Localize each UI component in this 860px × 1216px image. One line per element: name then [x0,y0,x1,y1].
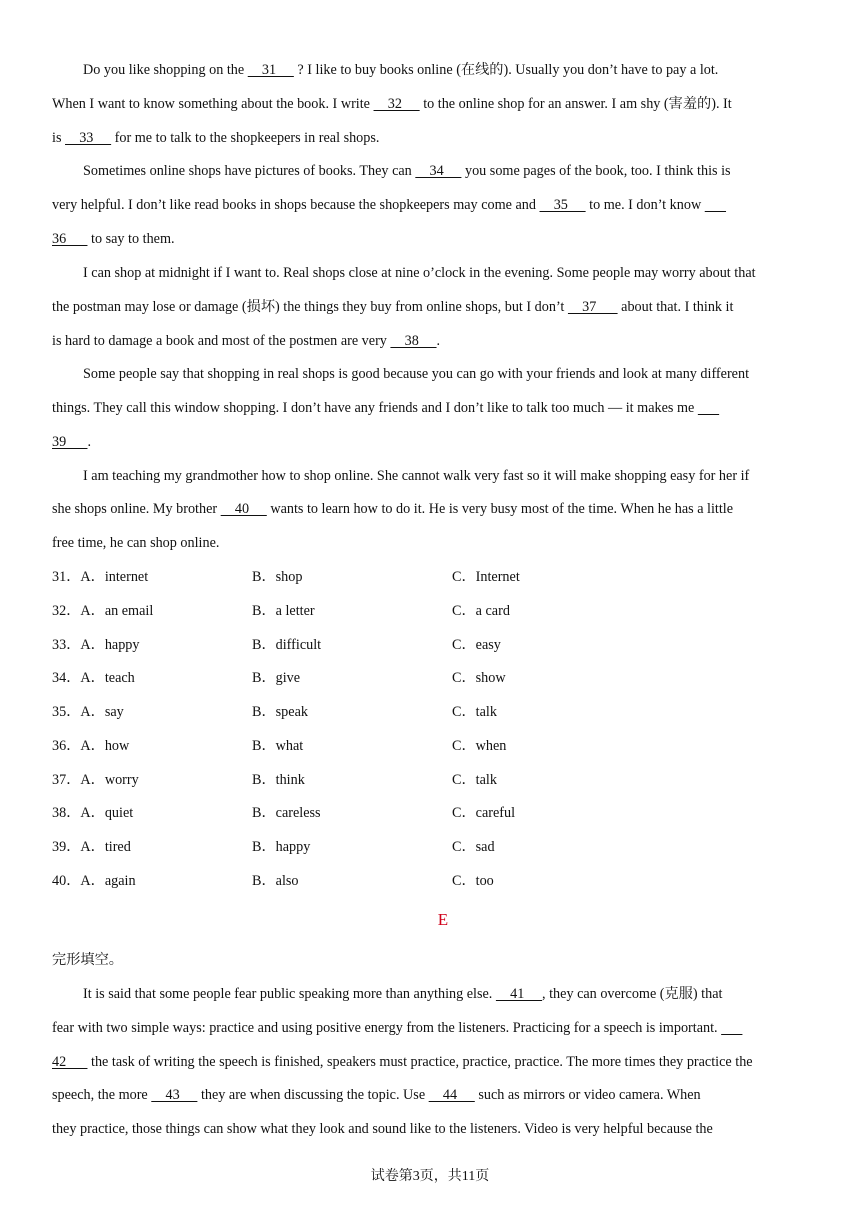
question-row: 34．A．teach [52,670,135,686]
question-row: 35．A．say [52,704,124,720]
blank-33: 33 [65,130,112,146]
blank-36-start [705,197,726,213]
option-b: B．a letter [252,603,315,619]
blank-34: 34 [415,163,462,179]
blank-41: 41 [495,986,543,1002]
option-b: B．think [252,772,305,788]
question-row: 38．A．quiet [52,805,134,821]
option-c: C．easy [452,637,501,653]
option-c: C．sad [452,839,495,855]
passage-line: speech, the more 43 they are when discussing the topic. Use 44 such as mirrors or video camera. When [52,1087,701,1103]
option-b: B．give [252,670,301,686]
passage-line: the postman may lose or damage (损坏) the things they buy from online shops, but I don’t 37 about that. I think it [52,299,734,315]
section-instruction: 完形填空。 [52,952,123,968]
passage-line: free time, he can shop online. [52,535,220,551]
blank-42: 42 [52,1054,88,1070]
option-c: C．a card [452,603,510,619]
passage-line: things. They call this window shopping. I don’t have any friends and I don’t like to talk too much — it makes me [52,398,812,418]
blank-39: 39 [52,434,88,450]
question-row: 31．A．internet [52,569,149,585]
option-c: C．talk [452,772,497,788]
option-b: B．careless [252,805,321,821]
blank-31: 31 [247,62,294,78]
question-row: 36．A．how [52,738,130,754]
passage-line: 42 the task of writing the speech is finished, speakers must practice, practice, practice. The more times they practice the [52,1054,753,1070]
blank-43: 43 [151,1087,198,1103]
passage-line: I am teaching my grandmother how to shop online. She cannot walk very fast so it will make shopping easy for her if [83,468,750,484]
passage-line: fear with two simple ways: practice and using positive energy from the listeners. Practicing for a speech is important. [52,1018,812,1038]
blank-35: 35 [539,197,586,213]
question-row: 39．A．tired [52,839,131,855]
question-row: 40．A．again [52,873,136,889]
option-b: B．happy [252,839,311,855]
option-b: B．shop [252,569,303,585]
question-row: 37．A．worry [52,772,139,788]
option-c: C．Internet [452,569,520,585]
passage-line: 39 . [52,434,92,450]
passage-line: she shops online. My brother 40 wants to learn how to do it. He is very busy most of the time. When he has a little [52,501,734,517]
option-c: C．talk [452,704,497,720]
blank-39-start [698,400,719,416]
blank-44: 44 [428,1087,475,1103]
passage-line: they practice, those things can show what they look and sound like to the listeners. Video is very helpful because the [52,1121,713,1137]
passage-line: is 33 for me to talk to the shopkeepers in real shops. [52,130,380,146]
passage-line: Do you like shopping on the 31 ? I like to buy books online (在线的). Usually you don’t have to pay a lot. [83,62,719,78]
blank-42-start [721,1020,742,1036]
blank-40: 40 [220,501,267,517]
blank-32: 32 [373,96,420,112]
option-c: C．careful [452,805,516,821]
passage-line: I can shop at midnight if I want to. Real shops close at nine o’clock in the evening. Some people may worry about that [83,265,756,281]
option-b: B．also [252,873,299,889]
section-heading-e: E [437,910,449,929]
passage-line: 36 to say to them. [52,231,175,247]
page-footer: 试卷第3页，共11页 [370,1169,490,1184]
passage-line: It is said that some people fear public speaking more than anything else. 41 , they can overcome (克服) that [83,986,723,1002]
question-row: 33．A．happy [52,637,140,653]
passage-line: Some people say that shopping in real shops is good because you can go with your friends and look at many different [83,366,750,382]
question-row: 32．A．an email [52,603,154,619]
option-c: C．too [452,873,494,889]
passage-line: is hard to damage a book and most of the postmen are very 38 . [52,333,441,349]
blank-37: 37 [567,299,618,315]
option-b: B．what [252,738,304,754]
passage-line: When I want to know something about the book. I write 32 to the online shop for an answer. I am shy (害羞的). It [52,96,732,112]
blank-36: 36 [52,231,88,247]
option-b: B．speak [252,704,308,720]
passage-line: very helpful. I don’t like read books in shops because the shopkeepers may come and 35 to me. I don’t know [52,195,812,215]
option-c: C．when [452,738,507,754]
option-b: B．difficult [252,637,322,653]
blank-38: 38 [390,333,437,349]
passage-line: Sometimes online shops have pictures of books. They can 34 you some pages of the book, too. I think this is [83,163,731,179]
option-c: C．show [452,670,506,686]
